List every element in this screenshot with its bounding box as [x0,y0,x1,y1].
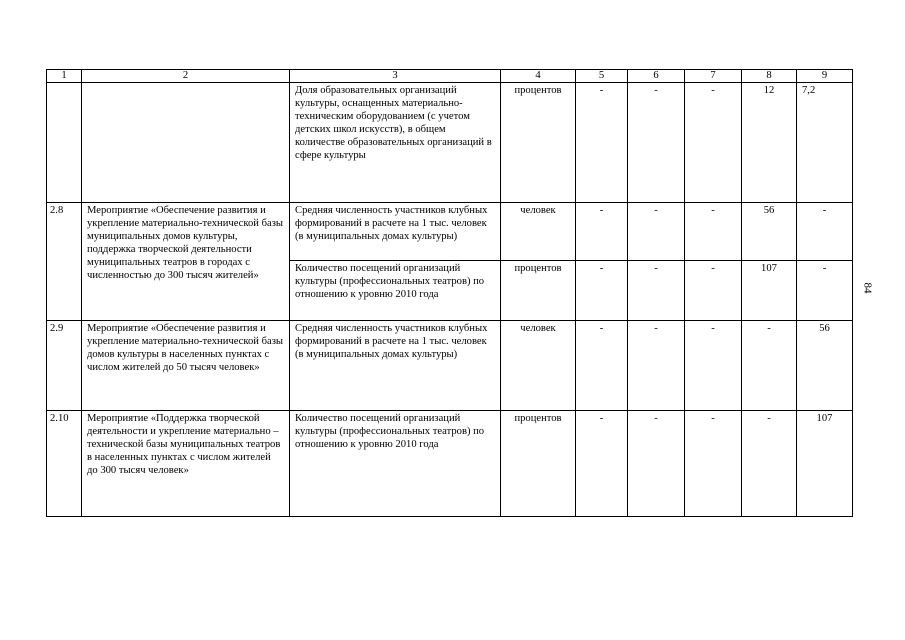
value-cell-6: - [628,321,685,411]
value-cell-6: - [628,83,685,203]
value-cell-7: - [685,411,742,517]
unit-cell: процентов [501,83,576,203]
value-cell-9: 56 [797,321,853,411]
header-cell: 4 [501,70,576,83]
value-cell-8: 107 [742,261,797,321]
event-cell [82,83,290,203]
value-cell-8: - [742,321,797,411]
event-cell: Мероприятие «Обеспечение развития и укрепление материально-технической базы домов культуры в населенных пунктах с числом жителей до 50 тысяч человек» [82,321,290,411]
value-cell-5: - [576,261,628,321]
indicator-cell: Средняя численность участников клубных формирований в расчете на 1 тыс. человек (в муниципальных домах культуры) [290,203,501,261]
header-cell: 9 [797,70,853,83]
row-number-cell [47,83,82,203]
table-row [47,321,853,411]
unit-cell: человек [501,203,576,261]
header-cell: 3 [290,70,501,83]
header-cell: 7 [685,70,742,83]
unit-cell: человек [501,321,576,411]
table-row [47,411,853,517]
unit-cell: процентов [501,411,576,517]
header-cell: 1 [47,70,82,83]
value-cell-6: - [628,411,685,517]
header-cell: 8 [742,70,797,83]
value-cell-6: - [628,261,685,321]
document-table [46,69,853,517]
table-row [47,203,853,261]
event-cell: Мероприятие «Обеспечение развития и укрепление материально-технической базы муниципальных домов культуры, поддержка творческой деятельности муниципальных театров в городах с численностью до 300 тысяч жителей» [82,203,290,321]
page-number: 84 [861,282,874,294]
value-cell-9: - [797,203,853,261]
value-cell-8: 56 [742,203,797,261]
value-cell-9: 107 [797,411,853,517]
header-cell: 5 [576,70,628,83]
value-cell-7: - [685,203,742,261]
row-number-cell: 2.10 [47,411,82,517]
indicator-cell: Средняя численность участников клубных формирований в расчете на 1 тыс. человек (в муниципальных домах культуры) [290,321,501,411]
row-number-cell: 2.8 [47,203,82,321]
value-cell-9: - [797,261,853,321]
value-cell-8: - [742,411,797,517]
header-cell: 6 [628,70,685,83]
value-cell-7: - [685,321,742,411]
value-cell-8: 12 [742,83,797,203]
value-cell-9: 7,2 [797,83,853,203]
indicator-cell: Доля образовательных организаций культуры, оснащенных материально-техническим оборудованием (с учетом детских школ искусств), в общем количестве образовательных организаций в сфере культуры [290,83,501,203]
unit-cell: процентов [501,261,576,321]
value-cell-7: - [685,261,742,321]
indicator-cell: Количество посещений организаций культуры (профессиональных театров) по отношению к уровню 2010 года [290,411,501,517]
value-cell-5: - [576,203,628,261]
row-number-cell: 2.9 [47,321,82,411]
header-row [47,70,853,83]
table-row [47,83,853,203]
indicator-cell: Количество посещений организаций культуры (профессиональных театров) по отношению к уровню 2010 года [290,261,501,321]
event-cell: Мероприятие «Поддержка творческой деятельности и укрепление материально – технической базы муниципальных театров в населенных пунктах с числом жителей до 300 тысяч человек» [82,411,290,517]
value-cell-7: - [685,83,742,203]
value-cell-5: - [576,321,628,411]
header-cell: 2 [82,70,290,83]
value-cell-6: - [628,203,685,261]
value-cell-5: - [576,411,628,517]
value-cell-5: - [576,83,628,203]
